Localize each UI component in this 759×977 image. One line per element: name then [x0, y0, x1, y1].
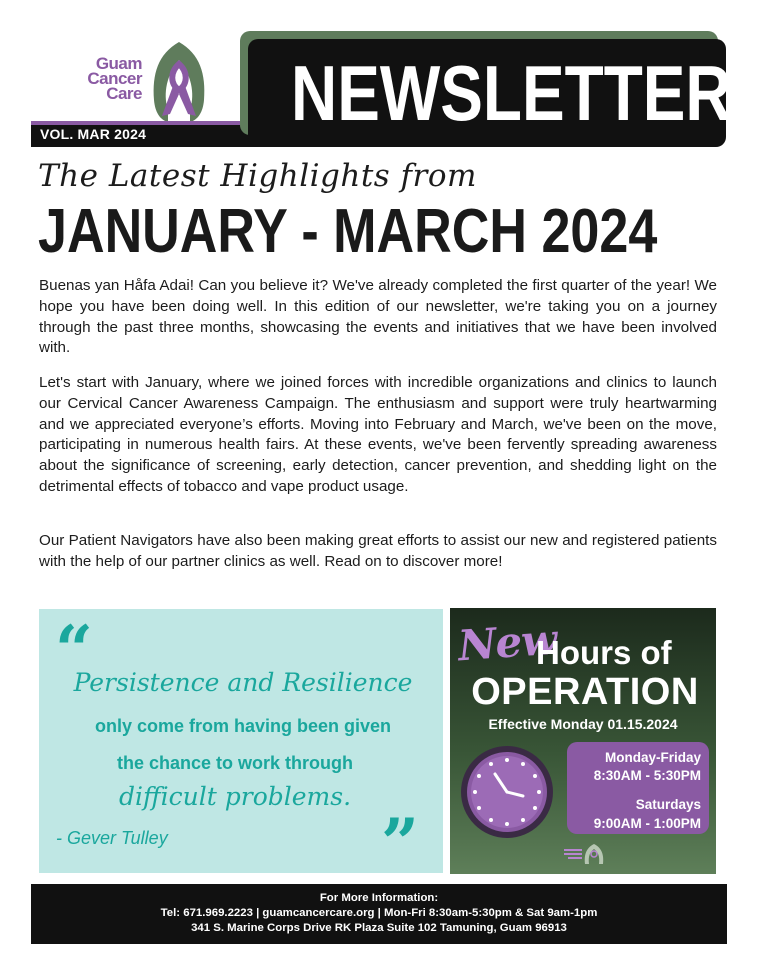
volume-label: VOL. MAR 2024 [40, 126, 147, 142]
newsletter-banner-title: NEWSLETTER [291, 49, 732, 137]
logo-line2: Cancer [87, 69, 142, 88]
headline-script: The Latest Highlights from [38, 158, 477, 194]
close-quote-icon: ” [381, 804, 419, 882]
saturday-label: Saturdays [635, 797, 701, 812]
quote-line1: Persistence and Resilience [73, 668, 413, 697]
guam-cancer-care-logo [60, 38, 220, 124]
weekday-label: Monday-Friday [604, 750, 701, 765]
logo-line3: Care [106, 84, 142, 103]
headline-main: JANUARY - MARCH 2024 [38, 197, 658, 266]
logo-wordmark [60, 56, 142, 101]
quote-author: - Gever Tulley [56, 828, 168, 848]
quote-line4: difficult problems. [118, 782, 352, 811]
quote-line3: the chance to work through [116, 753, 353, 773]
footer-heading: For More Information: [319, 892, 439, 904]
intro-paragraph: Buenas yan Håfa Adai! Can you believe it? We've already completed the first quarter of the year! We hope you have been doing well. In this edition of our newsletter, we're taking you on a journey through the past three months, showcasing the events and initiatives that we have been involved with. [39, 277, 717, 357]
logo-line1: Guam [95, 54, 142, 73]
ribbon-arch-icon [146, 38, 212, 124]
open-quote-icon: “ [55, 611, 93, 689]
weekday-time: 8:30AM - 5:30PM [593, 768, 701, 783]
hours-effective-date: Effective Monday 01.15.2024 [488, 716, 678, 732]
navigators-paragraph: Our Patient Navigators have also been making great efforts to assist our new and registered patients with the help of our partner clinics as well. Read on to discover more! [39, 532, 717, 570]
quote-line2: only come from having been given [94, 716, 392, 736]
hours-of: Hours of [536, 634, 672, 671]
saturday-time: 9:00AM - 1:00PM [593, 816, 701, 831]
clock-icon [459, 744, 555, 840]
hours-new: New [456, 614, 558, 671]
hours-operation: OPERATION [471, 671, 699, 713]
footer-contact: Tel: 671.969.2223 | guamcancercare.org | Mon-Fri 8:30am-5:30pm & Sat 9am-1pm [160, 907, 598, 919]
january-paragraph: Let's start with January, where we joined forces with incredible organizations and clinics to launch our Cervical Cancer Awareness Campaign. The enthusiasm and support were truly heartwarming and we appreciated everyone’s efforts. Moving into February and March, we've been on the move, participating in numerous health fairs. At these events, we've been fervently spreading awareness about the significance of screening, early detection, cancer prevention, and shedding light on the detrimental effects of tobacco and vape product usage. [39, 374, 717, 495]
footer-address: 341 S. Marine Corps Drive RK Plaza Suite 102 Tamuning, Guam 96913 [191, 922, 567, 934]
small-logo-icon [562, 842, 604, 866]
